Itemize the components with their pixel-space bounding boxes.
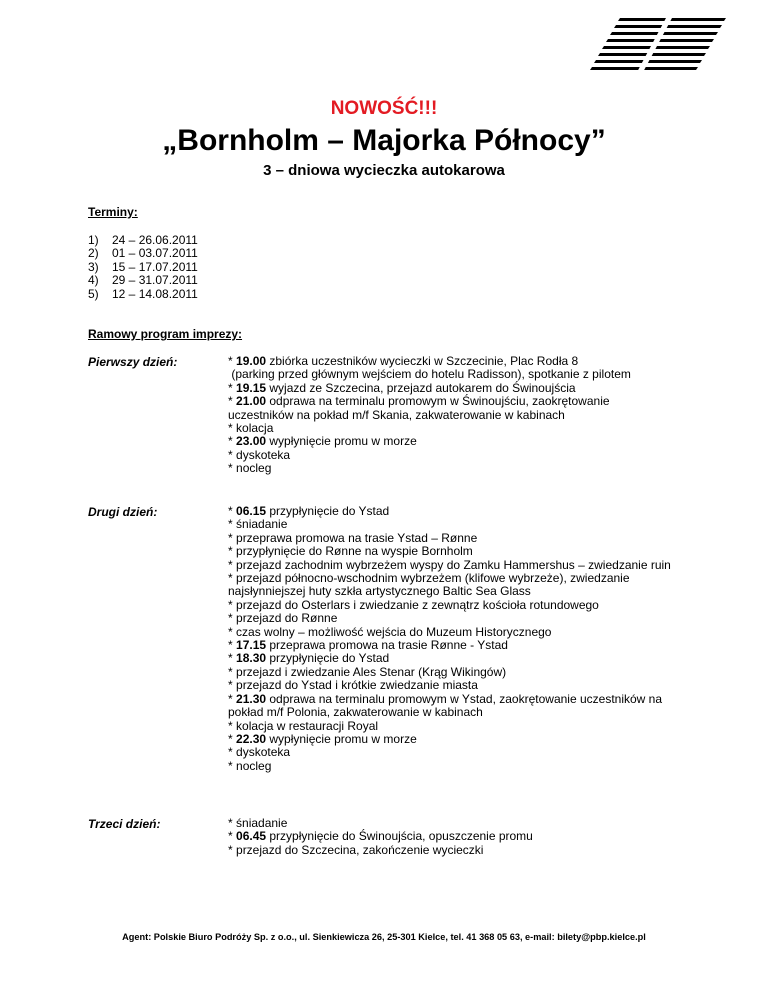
program-item: * dyskoteka	[228, 745, 291, 760]
dates-list	[88, 234, 198, 301]
program-item: * przejazd północno-wschodnim wybrzeżem (klifowe wybrzeże), zwiedzanie najsłynniejszej huty szkła artystycznego Baltic Sea Glass	[228, 571, 633, 599]
header	[0, 98, 768, 180]
program-item: * przejazd do Osterlars i zwiedzanie z zewnątrz kościoła rotundowego	[228, 597, 599, 612]
program-item: * 06.15 przypłynięcie do Ystad	[228, 504, 390, 518]
program-item-text: wypłynięcie promu w morze	[266, 434, 417, 449]
footer-agent-info: Agent: Polskie Biuro Podróży Sp. z o.o., ul. Sienkiewicza 26, 25-301 Kielce, tel. 41 368 05 63, e-mail: bilety@pbp.kielce.pl	[122, 932, 646, 942]
program-item-time: 06.15	[236, 504, 267, 518]
program-item-text: nocleg	[236, 461, 272, 476]
program-item-time: 06.45	[236, 829, 267, 844]
day-3-label: Trzeci dzień:	[88, 817, 161, 831]
program-item: * 17.15 przeprawa promowa na trasie Rønne - Ystad	[228, 638, 508, 653]
program-item: * 21.00 odprawa na terminalu promowym w Świnoujściu, zaokrętowanie uczestników na pokład m/f Skania, zakwaterowanie w kabinach	[228, 394, 613, 422]
list-item: 2) 01 – 03.07.2011	[88, 246, 198, 261]
dates-title: Terminy:	[88, 205, 138, 219]
program-item: * kolacja	[228, 421, 274, 436]
day-3-items	[228, 817, 678, 857]
day-2-label: Drugi dzień:	[88, 505, 158, 519]
program-item-time: 21.00	[236, 394, 267, 409]
program-item: * 18.30 przypłynięcie do Ystad	[228, 651, 390, 666]
program-item-text: kolacja w restauracji Royal	[236, 718, 379, 733]
program-item-text: śniadanie	[236, 816, 288, 830]
program-item: * przypłynięcie do Rønne na wyspie Bornholm	[228, 544, 473, 559]
page-title: „Bornholm – Majorka Północy”	[162, 124, 606, 157]
program-item: * 23.00 wypłynięcie promu w morze	[228, 434, 417, 449]
program-item: * śniadanie	[228, 517, 288, 532]
day-1-items	[228, 355, 678, 476]
program-item-text: przejazd i zwiedzanie Ales Stenar (Krąg Wikingów)	[236, 664, 507, 679]
program-item-text: przeprawa promowa na trasie Rønne - Ystad	[266, 638, 508, 653]
program-item: * 19.00 zbiórka uczestników wycieczki w Szczecinie, Plac Rodła 8 (parking przed głównym wejściem do hotelu Radisson), spotkanie z pilotem	[228, 354, 631, 382]
program-item: * 06.45 przypłynięcie do Świnoujścia, opuszczenie promu	[228, 829, 533, 844]
program-item-text: odprawa na terminalu promowym w Ystad, zaokrętowanie uczestników na pokład m/f Polonia, zakwaterowanie w kabinach	[228, 691, 666, 720]
program-item: * dyskoteka	[228, 447, 291, 462]
program-item-time: 17.15	[236, 638, 267, 653]
list-item: 4) 29 – 31.07.2011	[88, 273, 198, 288]
program-item: * kolacja w restauracji Royal	[228, 718, 379, 733]
company-logo-icon	[580, 18, 726, 74]
program-item-text: śniadanie	[236, 517, 288, 532]
program-item: * nocleg	[228, 461, 272, 476]
program-item-text: przejazd północno-wschodnim wybrzeżem (klifowe wybrzeże), zwiedzanie najsłynniejszej huty szkła artystycznego Baltic Sea Glass	[228, 571, 633, 599]
program-item: * śniadanie	[228, 816, 288, 830]
program-item-text: przypłynięcie do Świnoujścia, opuszczenie promu	[266, 829, 533, 844]
program-item-text: przypłynięcie do Ystad	[266, 504, 390, 518]
program-item-text: kolacja	[236, 421, 274, 436]
program-item-text: przejazd do Ystad i krótkie zwiedzanie miasta	[236, 678, 478, 693]
program-item-text: zbiórka uczestników wycieczki w Szczecinie, Plac Rodła 8 (parking przed głównym wejściem do hotelu Radisson), spotkanie z pilotem	[231, 354, 631, 382]
program-item-time: 18.30	[236, 651, 267, 666]
program-item-text: czas wolny – możliwość wejścia do Muzeum Historycznego	[236, 624, 552, 639]
program-item: * 19.15 wyjazd ze Szczecina, przejazd autokarem do Świnoujścia	[228, 380, 576, 395]
program-item-text: przejazd zachodnim wybrzeżem wyspy do Zamku Hammershus – zwiedzanie ruin	[236, 557, 671, 572]
program-item: * przeprawa promowa na trasie Ystad – Rønne	[228, 530, 478, 545]
program-item-text: przejazd do Osterlars i zwiedzanie z zewnątrz kościoła rotundowego	[236, 597, 599, 612]
day-2-items	[228, 505, 678, 773]
program-item-text: odprawa na terminalu promowym w Świnoujściu, zaokrętowanie uczestników na pokład m/f Skania, zakwaterowanie w kabinach	[228, 394, 613, 422]
program-item-time: 22.30	[236, 731, 267, 746]
program-item: * przejazd do Szczecina, zakończenie wycieczki	[228, 842, 484, 857]
page-subtitle: 3 – dniowa wycieczka autokarowa	[263, 162, 505, 179]
list-item: 1) 24 – 26.06.2011	[88, 233, 198, 247]
program-item: * przejazd do Ystad i krótkie zwiedzanie miasta	[228, 678, 478, 693]
program-item: * 21.30 odprawa na terminalu promowym w Ystad, zaokrętowanie uczestników na pokład m/f Polonia, zakwaterowanie w kabinach	[228, 691, 666, 720]
program-item-text: dyskoteka	[236, 447, 291, 462]
program-item-text: przypłynięcie do Rønne na wyspie Bornholm	[236, 544, 473, 559]
program-title: Ramowy program imprezy:	[88, 327, 243, 341]
program-item-time: 23.00	[236, 434, 267, 449]
program-item: * przejazd do Rønne	[228, 611, 338, 626]
program-item-text: przejazd do Rønne	[236, 611, 338, 626]
program-item: * przejazd i zwiedzanie Ales Stenar (Krąg Wikingów)	[228, 664, 507, 679]
program-item-text: wypłynięcie promu w morze	[266, 731, 417, 746]
program-item-time: 19.15	[236, 380, 267, 395]
program-item-text: przejazd do Szczecina, zakończenie wycieczki	[236, 842, 484, 857]
program-item: * przejazd zachodnim wybrzeżem wyspy do Zamku Hammershus – zwiedzanie ruin	[228, 557, 671, 572]
program-item-text: przypłynięcie do Ystad	[266, 651, 390, 666]
program-item-text: wyjazd ze Szczecina, przejazd autokarem do Świnoujścia	[266, 380, 576, 395]
program-item-text: przeprawa promowa na trasie Ystad – Rønne	[236, 530, 478, 545]
program-item-time: 19.00	[236, 354, 267, 368]
program-item: * 22.30 wypłynięcie promu w morze	[228, 731, 417, 746]
program-item: * czas wolny – możliwość wejścia do Muzeum Historycznego	[228, 624, 552, 639]
program-item-text: dyskoteka	[236, 745, 291, 760]
program-item: * nocleg	[228, 758, 272, 773]
program-item-text: nocleg	[236, 758, 272, 773]
program-item-time: 21.30	[236, 691, 267, 706]
list-item: 5) 12 – 14.08.2011	[88, 286, 198, 301]
new-tag: NOWOŚĆ!!!	[330, 98, 438, 119]
list-item: 3) 15 – 17.07.2011	[88, 259, 198, 274]
day-1-label: Pierwszy dzień:	[88, 355, 178, 369]
